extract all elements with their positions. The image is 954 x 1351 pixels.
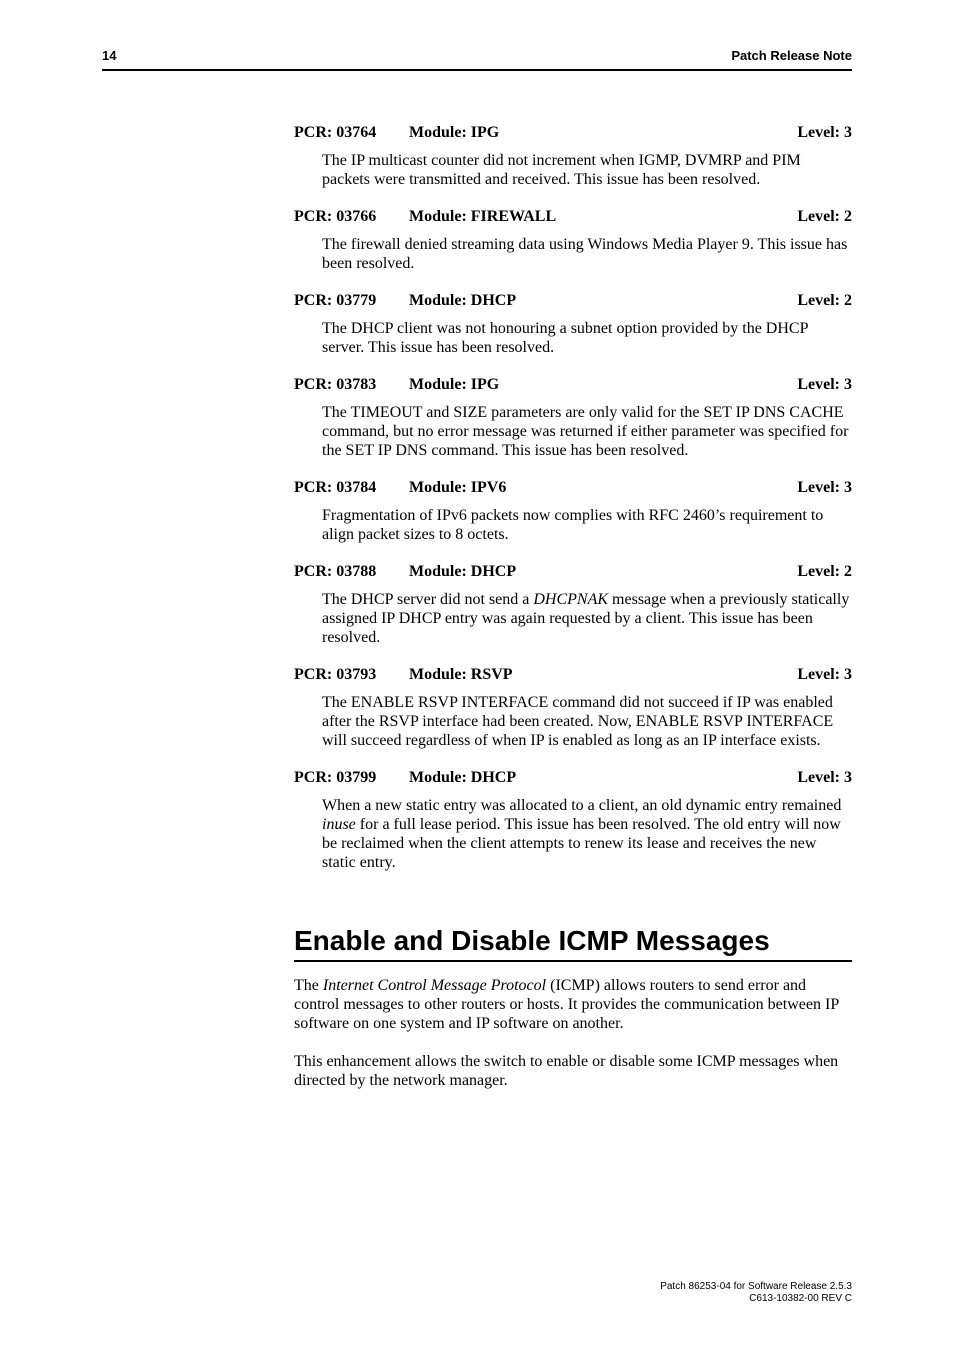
- pcr-module: Module: DHCP: [409, 292, 517, 309]
- pcr-level: Level: 2: [797, 292, 852, 309]
- pcr-module: Module: DHCP: [409, 769, 517, 786]
- pcr-level: Level: 3: [797, 376, 852, 393]
- footer-revision-line: C613-10382-00 REV C: [749, 1293, 852, 1304]
- pcr-description: The DHCP client was not honouring a subnet option provided by the DHCP server. This issue has been resolved.: [322, 320, 808, 356]
- pcr-description: [322, 590, 852, 647]
- paragraph-text: The: [294, 977, 323, 994]
- pcr-number: PCR: 03793: [294, 666, 377, 683]
- pcr-text: When a new static entry was allocated to a client, an old dynamic entry remained: [322, 797, 842, 814]
- pcr-heading: [294, 375, 852, 395]
- pcr-heading: [294, 665, 852, 685]
- pcr-module: Module: FIREWALL: [409, 208, 557, 225]
- pcr-entry: [294, 562, 852, 647]
- pcr-entry: [294, 665, 852, 750]
- pcr-description: Fragmentation of IPv6 packets now complies with RFC 2460’s requirement to align packet sizes to 8 octets.: [322, 507, 824, 543]
- paragraph-emphasis: Internet Control Message Protocol: [322, 977, 547, 994]
- pcr-description: The ENABLE RSVP INTERFACE command did not succeed if IP was enabled after the RSVP interface had been created. Now, ENABLE RSVP INTERFACE will succeed regardless of when IP is enabled as long as an IP interface exists.: [322, 694, 834, 749]
- pcr-emphasis: inuse: [322, 816, 356, 833]
- pcr-description: [322, 796, 852, 872]
- page-number: 14: [102, 48, 117, 63]
- page-footer: [660, 1281, 852, 1305]
- footer-patch-line: Patch 86253-04 for Software Release 2.5.3: [660, 1281, 852, 1292]
- pcr-entry: [294, 123, 852, 189]
- page-content: [294, 123, 852, 1090]
- pcr-emphasis: DHCPNAK: [533, 591, 609, 608]
- pcr-text: message when a previously statically assigned IP DHCP entry was again requested by a client. This issue has been resolved.: [322, 591, 850, 646]
- pcr-heading: [294, 562, 852, 582]
- pcr-number: PCR: 03783: [294, 376, 377, 393]
- pcr-text: for a full lease period. This issue has been resolved. The old entry will now be reclaimed when the client attempts to renew its lease and receives the new static entry.: [322, 816, 841, 871]
- document-title: Patch Release Note: [731, 48, 852, 63]
- pcr-entry: [294, 375, 852, 460]
- pcr-heading: [294, 478, 852, 498]
- pcr-level: Level: 2: [797, 563, 852, 580]
- pcr-module: Module: IPV6: [409, 479, 507, 496]
- page-header: [102, 48, 852, 71]
- pcr-number: PCR: 03799: [294, 769, 377, 786]
- pcr-number: PCR: 03779: [294, 292, 377, 309]
- pcr-description: The TIMEOUT and SIZE parameters are only valid for the SET IP DNS CACHE command, but no error message was returned if either parameter was specified for the SET IP DNS command. This issue has been resolved.: [322, 404, 849, 459]
- pcr-module: Module: DHCP: [409, 563, 517, 580]
- pcr-module: Module: IPG: [409, 376, 500, 393]
- pcr-heading: [294, 207, 852, 227]
- pcr-number: PCR: 03784: [294, 479, 377, 496]
- section-paragraph: [294, 976, 852, 1033]
- paragraph-text: (ICMP) allows routers to send error and control messages to other routers or hosts. It provides the communication between IP software on one system and IP software on another.: [294, 977, 839, 1032]
- pcr-number: PCR: 03766: [294, 208, 377, 225]
- pcr-heading: [294, 768, 852, 788]
- pcr-level: Level: 3: [797, 479, 852, 496]
- pcr-number: PCR: 03788: [294, 563, 377, 580]
- pcr-number: PCR: 03764: [294, 124, 377, 141]
- pcr-heading: [294, 123, 852, 143]
- pcr-entry: [294, 291, 852, 357]
- pcr-level: Level: 3: [797, 124, 852, 141]
- pcr-level: Level: 3: [797, 769, 852, 786]
- pcr-entry: [294, 478, 852, 544]
- pcr-entry: [294, 207, 852, 273]
- pcr-level: Level: 3: [797, 666, 852, 683]
- pcr-module: Module: IPG: [409, 124, 500, 141]
- pcr-description: The IP multicast counter did not increment when IGMP, DVMRP and PIM packets were transmitted and received. This issue has been resolved.: [322, 152, 801, 188]
- section-paragraph: This enhancement allows the switch to enable or disable some ICMP messages when directed by the network manager.: [294, 1053, 839, 1089]
- pcr-level: Level: 2: [797, 208, 852, 225]
- pcr-module: Module: RSVP: [409, 666, 513, 683]
- pcr-description: The firewall denied streaming data using Windows Media Player 9. This issue has been resolved.: [322, 236, 848, 272]
- icmp-section: [294, 922, 852, 1090]
- section-heading: Enable and Disable ICMP Messages: [294, 922, 852, 962]
- pcr-text: The DHCP server did not send a: [322, 591, 534, 608]
- pcr-entry: [294, 768, 852, 872]
- pcr-heading: [294, 291, 852, 311]
